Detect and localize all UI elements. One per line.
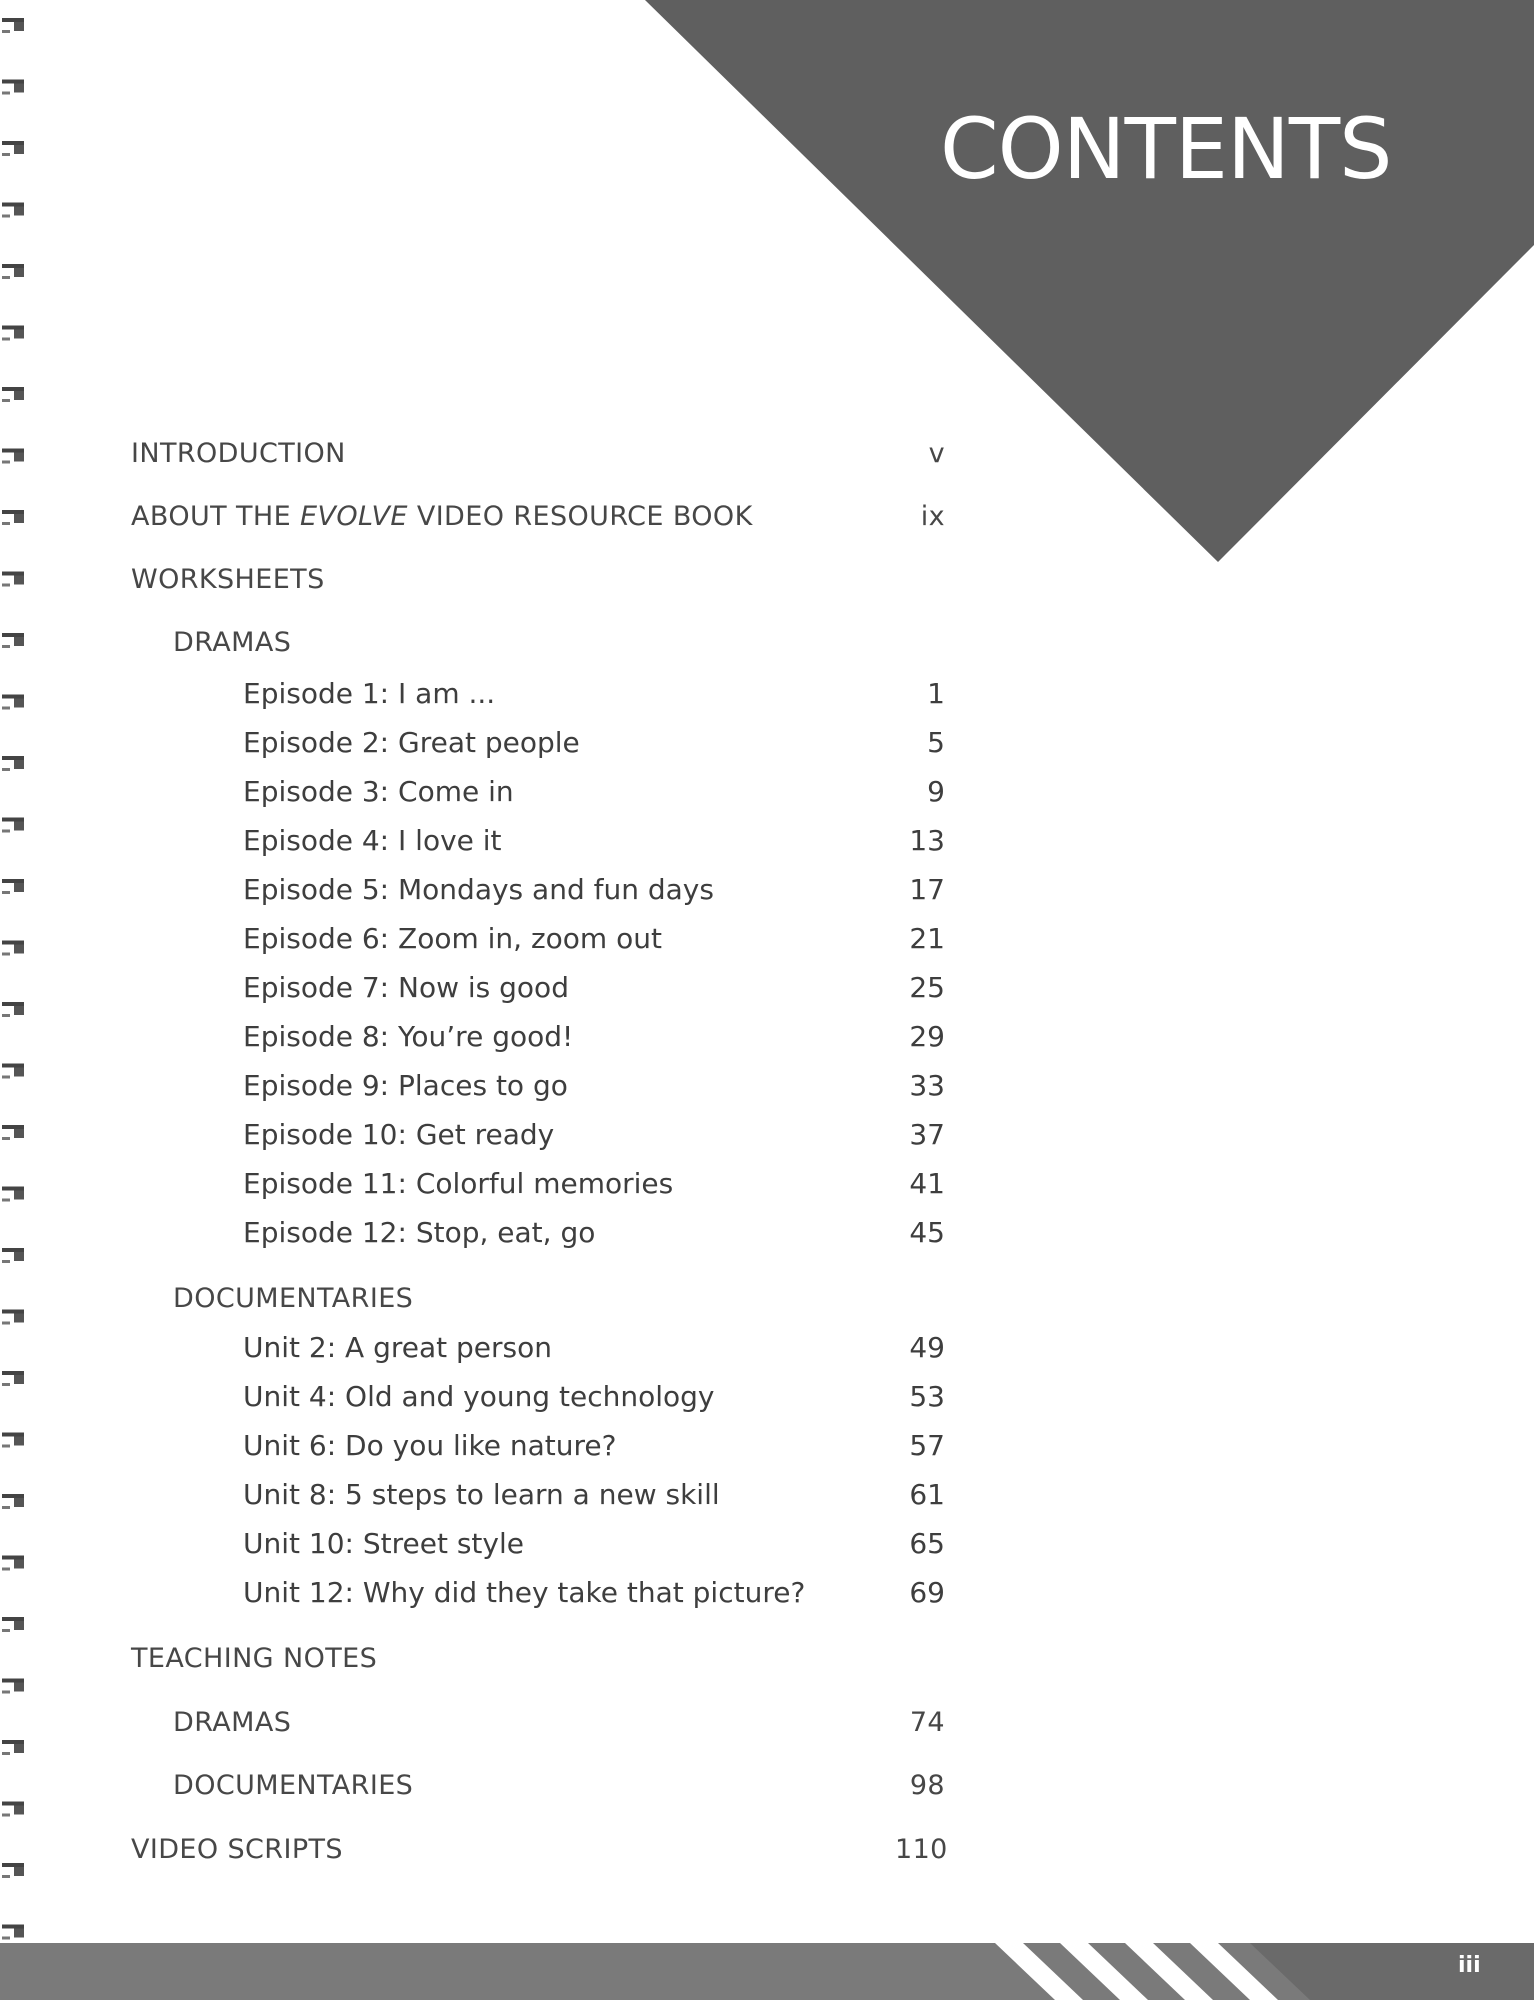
toc-entry[interactable] — [243, 1328, 945, 1368]
binding-ring — [2, 1802, 24, 1817]
toc-entry[interactable] — [173, 623, 945, 663]
binding-ring — [2, 1371, 24, 1386]
toc-entry-page: 45 — [909, 1216, 945, 1249]
toc-entry[interactable] — [243, 1377, 945, 1417]
toc-entry-label: Episode 9: Places to go — [243, 1069, 568, 1102]
binding-ring — [2, 1187, 24, 1202]
toc-entry[interactable] — [243, 821, 945, 861]
toc-entry-page: 57 — [909, 1429, 945, 1462]
toc-entry-label: Episode 7: Now is good — [243, 971, 569, 1004]
binding-ring — [2, 1433, 24, 1448]
toc-entry-label: Unit 2: A great person — [243, 1331, 553, 1364]
toc-entry-page: 41 — [909, 1167, 945, 1200]
toc-entry-page: 17 — [909, 873, 945, 906]
toc-entry-label: DOCUMENTARIES — [173, 1770, 414, 1801]
toc-entry-page: 110 — [895, 1834, 948, 1865]
binding-ring — [2, 1617, 24, 1632]
toc-entry[interactable] — [243, 1066, 945, 1106]
toc-entry-label: Episode 12: Stop, eat, go — [243, 1216, 596, 1249]
page-number: iii — [1458, 1953, 1481, 1978]
toc-entry[interactable] — [131, 1639, 945, 1679]
toc-entry[interactable] — [243, 1573, 945, 1613]
binding-ring — [2, 1310, 24, 1325]
toc-entry-label: WORKSHEETS — [131, 564, 325, 595]
toc-entry-label: Episode 6: Zoom in, zoom out — [243, 922, 662, 955]
toc-entry-label: Episode 3: Come in — [243, 775, 514, 808]
toc-entry-label: Unit 12: Why did they take that picture? — [243, 1576, 806, 1609]
toc-entry-label: TEACHING NOTES — [131, 1643, 378, 1674]
toc-entry-label: ABOUT THE EVOLVE VIDEO RESOURCE BOOK — [131, 501, 753, 532]
toc-entry-label: Unit 8: 5 steps to learn a new skill — [243, 1478, 720, 1511]
toc-entry-page: ix — [920, 501, 945, 532]
toc-entry-label: DOCUMENTARIES — [173, 1283, 414, 1314]
toc-entry[interactable] — [243, 1475, 945, 1515]
toc-entry-page: 74 — [909, 1707, 945, 1738]
toc-entry[interactable] — [131, 1830, 948, 1870]
toc-entry-label: Episode 11: Colorful memories — [243, 1167, 674, 1200]
toc-entry-label: Episode 4: I love it — [243, 824, 502, 857]
toc-entry-label: DRAMAS — [173, 1707, 292, 1738]
toc-entry[interactable] — [243, 723, 945, 763]
binding-ring — [2, 1556, 24, 1571]
toc-entry[interactable] — [243, 1164, 945, 1204]
toc-entry-page: 25 — [909, 971, 945, 1004]
toc-entry[interactable] — [173, 1279, 945, 1319]
toc-entry[interactable] — [243, 1017, 945, 1057]
toc-entry-page: 33 — [909, 1069, 945, 1102]
toc-entry-page: 13 — [909, 824, 945, 857]
binding-ring — [2, 572, 24, 587]
toc-entry-page: 53 — [909, 1380, 945, 1413]
toc-entry[interactable] — [243, 1524, 945, 1564]
toc-entry[interactable] — [243, 919, 945, 959]
footer-bar — [0, 1943, 1534, 2000]
toc-entry-label: DRAMAS — [173, 627, 292, 658]
binding-ring — [2, 1064, 24, 1079]
binding-ring — [2, 1002, 24, 1017]
toc-entry[interactable] — [131, 560, 945, 600]
toc-entry[interactable] — [131, 434, 945, 474]
toc-entry-label: Unit 6: Do you like nature? — [243, 1429, 617, 1462]
toc-entry-page: 1 — [927, 677, 945, 710]
binding-ring — [2, 633, 24, 648]
toc-entry-label: Episode 2: Great people — [243, 726, 580, 759]
toc-entry-label: INTRODUCTION — [131, 438, 346, 469]
toc-entry-page: 29 — [909, 1020, 945, 1053]
page-title: CONTENTS — [940, 100, 1392, 198]
binding-ring — [2, 695, 24, 710]
toc-entry[interactable] — [243, 1213, 945, 1253]
toc-entry[interactable] — [243, 772, 945, 812]
toc-entry-page: 9 — [927, 775, 945, 808]
toc-entry-page: 49 — [909, 1331, 945, 1364]
binding-ring — [2, 941, 24, 956]
toc-entry-label: Episode 5: Mondays and fun days — [243, 873, 714, 906]
toc-entry-label: Episode 8: You’re good! — [243, 1020, 574, 1053]
toc-entry[interactable] — [131, 497, 945, 537]
toc-entry-page: 98 — [909, 1770, 945, 1801]
toc-entry[interactable] — [173, 1703, 945, 1743]
toc-entry[interactable] — [173, 1766, 945, 1806]
toc-entry-label: Unit 10: Street style — [243, 1527, 524, 1560]
header-triangle — [0, 0, 1534, 570]
toc-entry[interactable] — [243, 870, 945, 910]
binding-ring — [2, 1679, 24, 1694]
toc-entry[interactable] — [243, 1426, 945, 1466]
binding-ring — [2, 756, 24, 771]
toc-entry-label: VIDEO SCRIPTS — [131, 1834, 343, 1865]
toc-entry-page: 21 — [909, 922, 945, 955]
toc-entry-page: 65 — [909, 1527, 945, 1560]
toc-entry-label: Episode 1: I am ... — [243, 677, 496, 710]
toc-entry[interactable] — [243, 968, 945, 1008]
toc-entry-page: 69 — [909, 1576, 945, 1609]
toc-entry-page: v — [928, 438, 945, 469]
binding-ring — [2, 1248, 24, 1263]
toc-entry-page: 37 — [909, 1118, 945, 1151]
toc-entry-label: Episode 10: Get ready — [243, 1118, 555, 1151]
toc-entry-page: 5 — [927, 726, 945, 759]
toc-entry[interactable] — [243, 1115, 945, 1155]
toc-entry[interactable] — [243, 674, 945, 714]
binding-ring — [2, 879, 24, 894]
binding-ring — [2, 818, 24, 833]
toc-entry-page: 61 — [909, 1478, 945, 1511]
binding-ring — [2, 1925, 24, 1940]
binding-ring — [2, 1740, 24, 1755]
toc-entry-label: Unit 4: Old and young technology — [243, 1380, 715, 1413]
binding-ring — [2, 1494, 24, 1509]
binding-ring — [2, 1863, 24, 1878]
binding-ring — [2, 1125, 24, 1140]
